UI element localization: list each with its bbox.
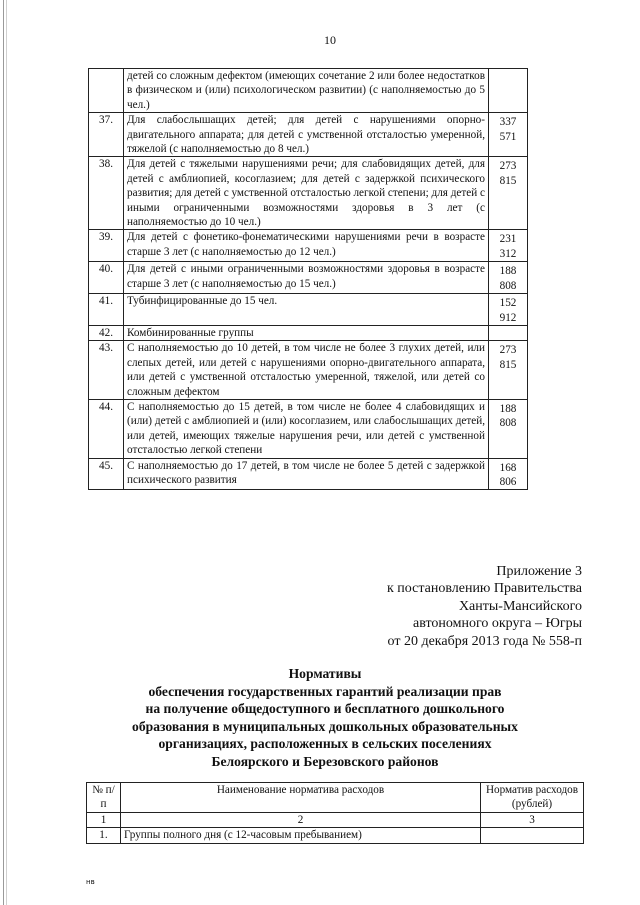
row-num: 37.	[89, 113, 124, 157]
row-num: 1.	[87, 828, 121, 843]
index-cell: 1	[87, 812, 121, 827]
table-row	[89, 294, 528, 326]
row-value: 188 808	[489, 262, 528, 294]
title-line: образования в муниципальных дошкольных образовательных	[132, 718, 518, 734]
table-row	[89, 69, 528, 113]
row-description: С наполняемостью до 17 детей, в том числе не более 5 детей с задержкой психического развития	[124, 458, 489, 490]
row-value: 337 571	[489, 113, 528, 157]
row-value: 168 806	[489, 458, 528, 490]
table-row	[89, 157, 528, 230]
row-description: Для детей с тяжелыми нарушениями речи; для слабовидящих детей, для детей с амблиопией, косоглазием; для детей с задержкой психического развития; для детей с умственной отсталостью легкой степени; для детей с иными ограниченными возможностями здоровья в 3 лет (с наполняемостью до 10 чел.)	[124, 157, 489, 230]
header-name: Наименование норматива расходов	[121, 783, 481, 813]
index-cell: 2	[121, 812, 481, 827]
index-cell: 3	[481, 812, 584, 827]
scan-edge	[3, 0, 4, 905]
row-description: С наполняемостью до 10 детей, в том числе не более 3 глухих детей, или слепых детей, или детей с нарушениями опорно-двигательного аппарата, или детей с умственной отсталостью умеренной, тяжелой, или детей со сложным дефектом	[124, 341, 489, 400]
row-description: Тубинфицированные до 15 чел.	[124, 294, 489, 326]
table-row	[89, 262, 528, 294]
row-description: С наполняемостью до 15 детей, в том числе не более 4 слабовидящих и (или) детей с амблиопией и (или) косоглазием, или слабослышащих детей, или детей, имеющих тяжелые нарушения речи, или детей с умственной отсталостью легкой степени	[124, 399, 489, 458]
row-num: 42.	[89, 325, 124, 340]
appendix-line: к постановлению Правительства	[386, 581, 582, 597]
table-row	[89, 230, 528, 262]
appendix-line: Приложение 3	[496, 564, 582, 579]
title-line: Нормативы	[288, 666, 362, 681]
page-number: 10	[324, 33, 336, 47]
row-num: 43.	[89, 341, 124, 400]
header-norm: Норматив расходов (рублей)	[481, 783, 584, 813]
row-description: Для детей с фонетико-фонематическими нарушениями речи в возрасте старше 3 лет (с наполняемостью до 12 чел.)	[124, 230, 489, 262]
row-description: детей со сложным дефектом (имеющих сочетание 2 или более недостатков в физическом и (или) психологическом развитии) (с наполняемостью до 5 чел.)	[124, 69, 489, 113]
title-line: на получение общедоступного и бесплатного дошкольного	[145, 701, 505, 716]
table-row	[89, 399, 528, 458]
appendix-line: автономного округа – Югры	[413, 616, 582, 632]
row-num: 45.	[89, 458, 124, 490]
row-description: Для детей с иными ограниченными возможностями здоровья в возрасте старше 3 лет (с наполняемостью до 15 чел.)	[124, 262, 489, 294]
row-num: 44.	[89, 399, 124, 458]
appendix-line: от 20 декабря 2013 года № 558-п	[387, 633, 582, 649]
table-row	[89, 113, 528, 157]
row-value	[489, 325, 528, 340]
row-value: 273 815	[489, 341, 528, 400]
row-value	[489, 69, 528, 113]
row-name: Группы полного дня (с 12-часовым пребыванием)	[121, 828, 481, 843]
table-row	[89, 458, 528, 490]
row-value: 231 312	[489, 230, 528, 262]
row-description: Комбинированные группы	[124, 325, 489, 340]
table-header-row	[87, 783, 584, 813]
footer-mark: нв	[86, 878, 95, 886]
title-line: организациях, расположенных в сельских поселениях	[158, 736, 492, 751]
document-title	[80, 665, 570, 770]
norms-table-continued	[88, 68, 528, 490]
row-value: 152 912	[489, 294, 528, 326]
row-value: 188 808	[489, 399, 528, 458]
norms-table	[86, 782, 584, 844]
row-num: 40.	[89, 262, 124, 294]
table-row	[89, 325, 528, 340]
row-norm	[481, 828, 584, 843]
row-num: 38.	[89, 157, 124, 230]
table-row	[87, 828, 584, 843]
title-line: Белоярского и Березовского районов	[211, 753, 439, 769]
row-num: 39.	[89, 230, 124, 262]
title-line: обеспечения государственных гарантий реализации прав	[148, 683, 502, 699]
appendix-line: Ханты-Мансийского	[458, 598, 582, 614]
scan-edge-shadow	[6, 0, 7, 905]
header-num: № п/п	[87, 783, 121, 813]
row-num	[89, 69, 124, 113]
table-row	[89, 341, 528, 400]
appendix-header	[387, 563, 582, 650]
row-description: Для слабослышащих детей; для детей с нарушениями опорно-двигательного аппарата; для детей с умственной отсталостью умеренной, тяжелой (с наполняемостью до 8 чел.)	[124, 113, 489, 157]
table-index-row	[87, 812, 584, 827]
row-num: 41.	[89, 294, 124, 326]
row-value: 273 815	[489, 157, 528, 230]
